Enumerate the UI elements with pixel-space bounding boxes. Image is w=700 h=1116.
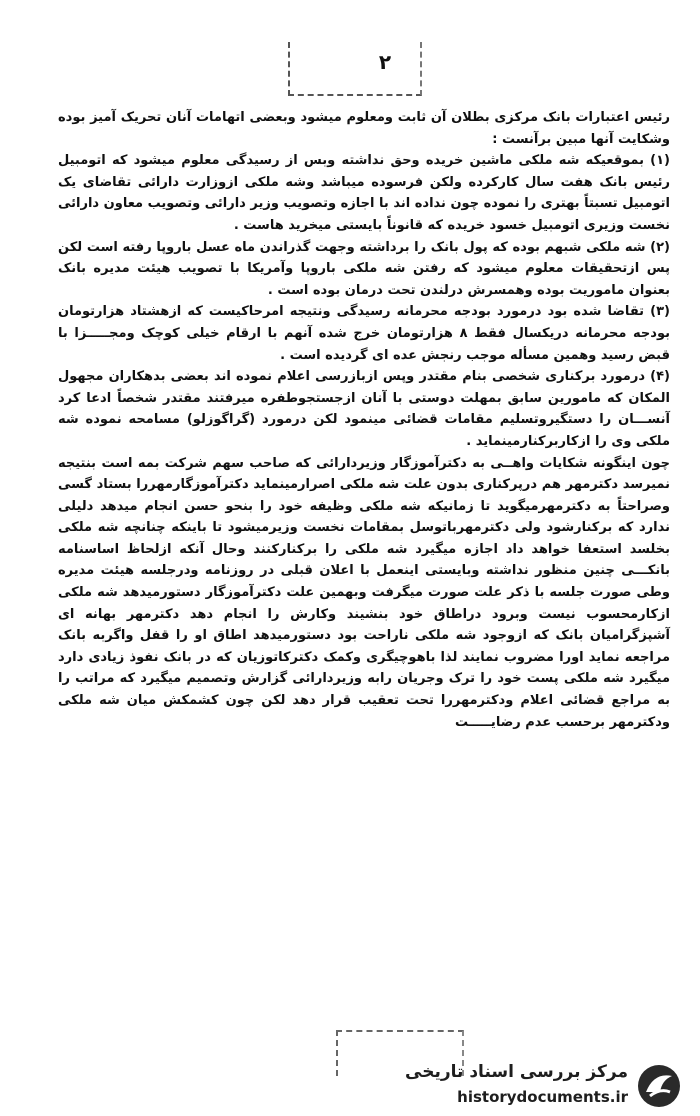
paragraph-conclusion: چون اینگونه شکایات واهــی به دکترآموزگار وزیردارائی که صاحب سهم شرکت بمه است بنتیجه نمیرسد دکترمهر هم درپرکناری بدون علت شه ملکی اصرارمینماید دکترآموزگارمهررا بستاد گسی وصراحتاً به دکترمهرمیگوید تا زمانیکه شه ملکی وظیفه خود را بنحو حسن انجام میدهد دلیلی ندارد که برکنارشود ولی دکترمهرباتوسل بمقامات نخست وزیرمیشود تا باینکه چنانچه شه ملکی بخلسد استعفا خواهد داد اجازه میگیرد شه ملکی را برکنارکنند وحال آنکه ازلحاظ اساسنامه بانکـــی چنین منظور نداشته وبایستی اینعمل با اعلان قبلی در روزنامه ودرجلسه هیئت مدیره وطی صورت جلسه با ذکر علت صورت میگرفت وبهمین علت دکترآموزگار دستورمیدهد شه ملکی ازکارمحسوب نیست وبرود دراطاق خود بنشیند وکارش را انجام دهد دکترمهر بهانه ای آشپزگرامیان بانک که ازوجود شه ملکی ناراحت بود دستورمیدهد اطاق او را قفل واگربه بانک مراجعه نماید اورا مضروب نمایند لذا باهوچیگری وکمک دکترکاتوزیان که در بانک نفوذ زیادی دارد میگیرد شه ملکی پست خود را ترک وجریان رابه وزیردارائی گزارش وتصمیم میگیرد که مراتب را به مراجع قضائی اعلام ودکترمهررا تحت تعقیب قرار دهد لکن چون کشمکش میان شه ملکی ودکترمهر برحسب عدم رضایـــــت — [58, 455, 670, 730]
watermark-title: مرکز بررسی اسناد تاریخی — [405, 1062, 628, 1082]
paragraph-item-1: (۱) بموقعیکه شه ملکی ماشین خریده وحق نداشته وبس از رسیدگی معلوم میشود که اتومبیل رئیس بانک هفت سال کارکرده ولکن فرسوده میباشد وشه ملکی ازوزارت دارائی تقاضای یک اتومبیل تسبتاً بهتری را نموده چون نداده اند با اجازه وتصویب وزیر دارائی وتصویب معاون دارائی نخست وزیری اتومبیل خسود خریده که قانوناً بایستی میخرید هاست . — [58, 153, 670, 233]
page-number — [345, 50, 425, 74]
watermark-url: historydocuments.ir — [457, 1088, 628, 1106]
paragraph-intro: رئیس اعتبارات بانک مرکزی بطلان آن ثابت ومعلوم میشود وبعضی اتهامات آنان تحریک آمیز بوده وشکایت آنها مبین برآنست : — [58, 110, 670, 147]
watermark — [405, 1060, 688, 1112]
paragraph-item-4: (۴) درمورد برکناری شخصی بنام مقتدر وپس ازبازرسی اعلام نموده اند بعضی بدهکاران مجهول المکان که مامورین سابق بمهلت دوستی با آنان ازجستجوطفره میرفتند مقتدر شخصاً ادعا کرد آنســـان را دستگیروتسلیم مقامات قضائی مینمود لکن درمورد (گراگوزلو) مسامحه نموده شه ملکی وی را ازکاربرکنارمینماید . — [58, 369, 670, 449]
page-number-value: ۲ — [378, 50, 392, 74]
paragraph-item-2: (۲) شه ملکی شبهم بوده که پول بانک را برداشته وجهت گذراندن ماه عسل باروپا رفته است لکن پس ازتحقیقات معلوم میشود که رفتن شه ملکی باروپا وآمریکا با تصویب هیئت مدیره بانک بعنوان ماموریت بوده وهمسرش درلندن تحت درمان بوده است . — [58, 239, 670, 298]
document-body — [58, 107, 670, 733]
archive-logo-icon — [634, 1062, 684, 1110]
paragraph-item-3: (۳) تقاضا شده بود درمورد بودجه محرمانه رسیدگی ونتیجه امرحاکیست که ازهشتاد هزارتومان بودجه محرمانه دریکسال فقط ۸ هزارتومان خرج شده آنهم با ارقام خیلی کوچک ومجـــــزا با قبض رسید وهمین مسأله موجب رنجش عده ای گردیده است . — [58, 304, 670, 363]
